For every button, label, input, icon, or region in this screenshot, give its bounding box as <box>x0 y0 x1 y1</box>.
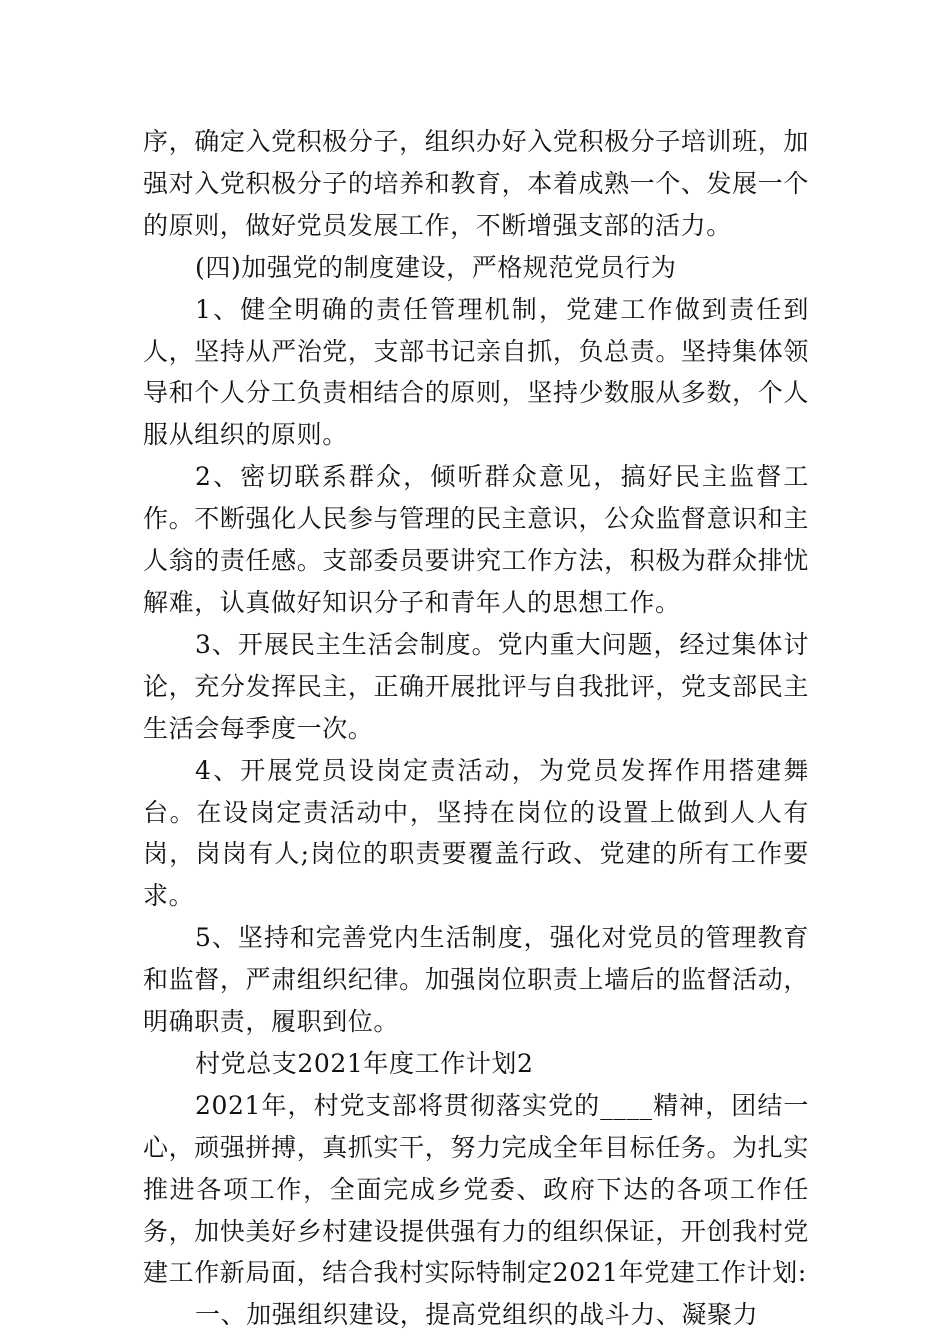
paragraph: 2、密切联系群众，倾听群众意见，搞好民主监督工作。不断强化人民参与管理的民主意识，公众监督意识和主人翁的责任感。支部委员要讲究工作方法，积极为群众排忧解难，认真做好知识分子和青年人的思想工作。 <box>143 462 809 617</box>
paragraph: 序，确定入党积极分子，组织办好入党积极分子培训班，加强对入党积极分子的培养和教育，本着成熟一个、发展一个的原则，做好党员发展工作，不断增强支部的活力。 <box>143 127 809 240</box>
document-title: 村党总支2021年度工作计划2 <box>195 1048 534 1078</box>
paragraph: 2021年，村党支部将贯彻落实党的____精神，团结一心，顽强拼搏，真抓实干，努力完成全年目标任务。为扎实推进各项工作，全面完成乡党委、政府下达的各项工作任务，加快美好乡村建设提供强有力的组织保证，开创我村党建工作新局面，结合我村实际特制定2021年党建工作计划: <box>143 1090 809 1288</box>
paragraph: 1、健全明确的责任管理机制，党建工作做到责任到人，坚持从严治党，支部书记亲自抓，负总责。坚持集体领导和个人分工负责相结合的原则，坚持少数服从多数，个人服从组织的原则。 <box>143 294 809 450</box>
paragraph: 3、开展民主生活会制度。党内重大问题，经过集体讨论，充分发挥民主，正确开展批评与自我批评，党支部民主生活会每季度一次。 <box>143 629 809 743</box>
section-heading: (四)加强党的制度建设，严格规范党员行为 <box>195 252 677 282</box>
document-body <box>143 121 809 1336</box>
paragraph: 4、开展党员设岗定责活动，为党员发挥作用搭建舞台。在设岗定责活动中，坚持在岗位的设置上做到人人有岗，岗岗有人;岗位的职责要覆盖行政、党建的所有工作要求。 <box>143 755 809 911</box>
paragraph: 5、坚持和完善党内生活制度，强化对党员的管理教育和监督，严肃组织纪律。加强岗位职责上墙后的监督活动，明确职责，履职到位。 <box>143 923 809 1037</box>
section-heading: 一、加强组织建设，提高党组织的战斗力、凝聚力 <box>195 1300 759 1330</box>
